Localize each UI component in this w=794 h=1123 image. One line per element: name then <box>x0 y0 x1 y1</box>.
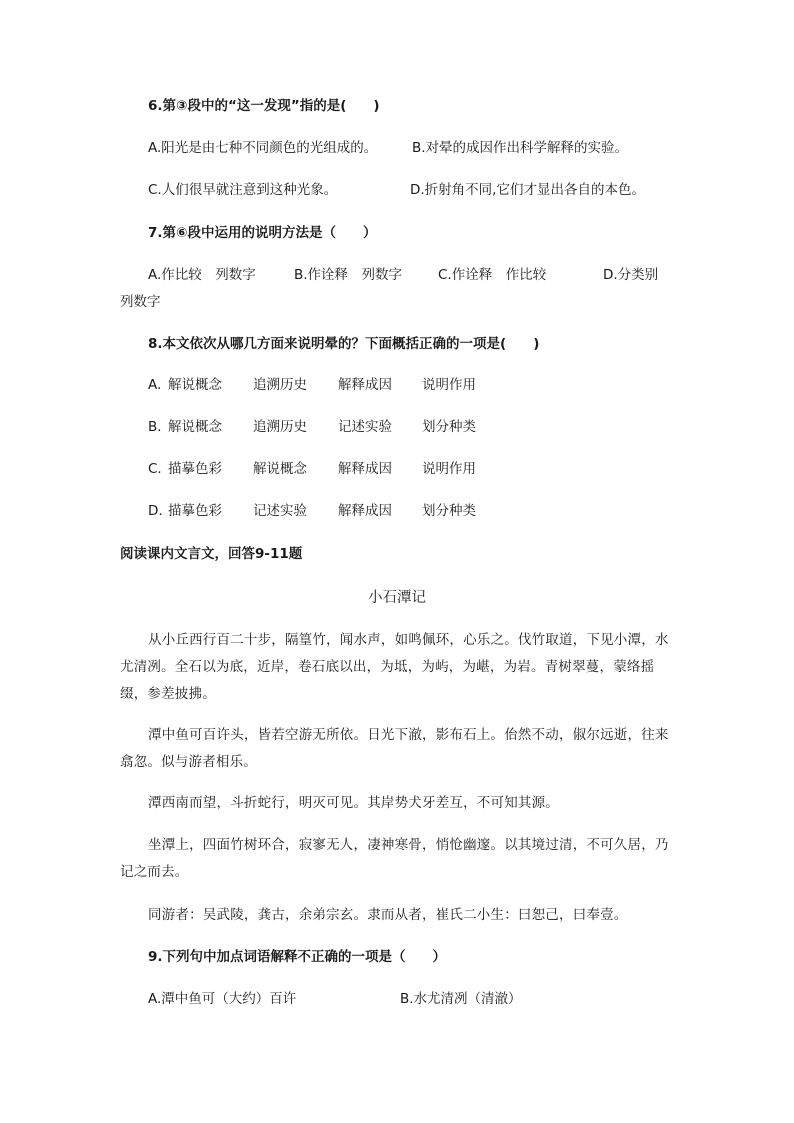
passage-paragraph-3: 潭西南而望，斗折蛇行，明灭可见。其岸势犬牙差互，不可知其源。 <box>148 795 559 811</box>
q9-stem: 9.下列句中加点词语解释不正确的一项是（ ） <box>148 949 447 965</box>
option-item: 记述实验 <box>253 503 307 519</box>
q6-stem: 6.第③段中的“这一发现”指的是( ) <box>148 98 380 114</box>
option-item: 解释成因 <box>338 503 392 519</box>
option-item: 描摹色彩 <box>168 461 222 477</box>
passage-paragraph-5: 同游者：吴武陵，龚古，余弟宗玄。隶而从者，崔氏二小生：曰恕己，曰奉壹。 <box>148 907 628 923</box>
q7-option-c: C.作诠释 作比较 <box>438 267 547 283</box>
option-item: 划分种类 <box>422 503 476 519</box>
option-letter: D. <box>148 503 163 519</box>
option-item: 解释成因 <box>338 377 392 393</box>
option-item: 解释成因 <box>338 461 392 477</box>
option-item: 说明作用 <box>422 461 476 477</box>
passage-title: 小石潭记 <box>368 590 426 606</box>
option-letter: C. <box>148 461 162 477</box>
option-item: 解说概念 <box>168 419 222 435</box>
q6-option-b: B.对晕的成因作出科学解释的实验。 <box>412 140 629 156</box>
q9-option-b: B.水尤清冽（清澈） <box>400 991 522 1007</box>
option-letter: B. <box>148 419 162 435</box>
q7-option-a: A.作比较 列数字 <box>148 267 256 283</box>
option-item: 记述实验 <box>338 419 392 435</box>
passage-paragraph-4: 坐潭上，四面竹树环合，寂寥无人，凄神寒骨，悄怆幽邃。以其境过清，不可久居，乃记之而去。 <box>120 837 669 880</box>
q8-stem: 8.本文依次从哪几方面来说明晕的？下面概括正确的一项是( ) <box>148 336 540 352</box>
q6-option-a: A.阳光是由七种不同颜色的光组成的。 <box>148 140 378 156</box>
option-item: 解说概念 <box>253 461 307 477</box>
option-item: 描摹色彩 <box>168 503 222 519</box>
option-item: 解说概念 <box>168 377 222 393</box>
q7-option-d-continued: 列数字 <box>120 294 161 310</box>
q9-option-a: A.潭中鱼可（大约）百许 <box>148 991 297 1007</box>
q6-option-d: D.折射角不同,它们才显出各自的本色。 <box>410 182 645 198</box>
option-item: 追溯历史 <box>253 377 307 393</box>
q7-option-d: D.分类别 <box>603 267 659 283</box>
q7-option-b: B.作诠释 列数字 <box>294 267 403 283</box>
q6-option-c: C.人们很早就注意到这种光象。 <box>148 182 338 198</box>
option-item: 划分种类 <box>422 419 476 435</box>
section-heading: 阅读课内文言文，回答9-11题 <box>120 546 303 562</box>
passage-paragraph-1: 从小丘西行百二十步，隔篁竹，闻水声，如鸣佩环，心乐之。伐竹取道，下见小潭，水尤清冽。全石以为底，近岸，卷石底以出，为坻，为屿，为嵁，为岩。青树翠蔓，蒙络摇缀，参差披拂。 <box>120 632 669 702</box>
option-letter: A. <box>148 377 162 393</box>
passage-paragraph-2: 潭中鱼可百许头，皆若空游无所依。日光下澈，影布石上。佁然不动，俶尔远逝，往来翕忽。似与游者相乐。 <box>120 727 669 770</box>
q7-stem: 7.第⑥段中运用的说明方法是（ ） <box>148 225 377 241</box>
option-item: 说明作用 <box>422 377 476 393</box>
option-item: 追溯历史 <box>253 419 307 435</box>
